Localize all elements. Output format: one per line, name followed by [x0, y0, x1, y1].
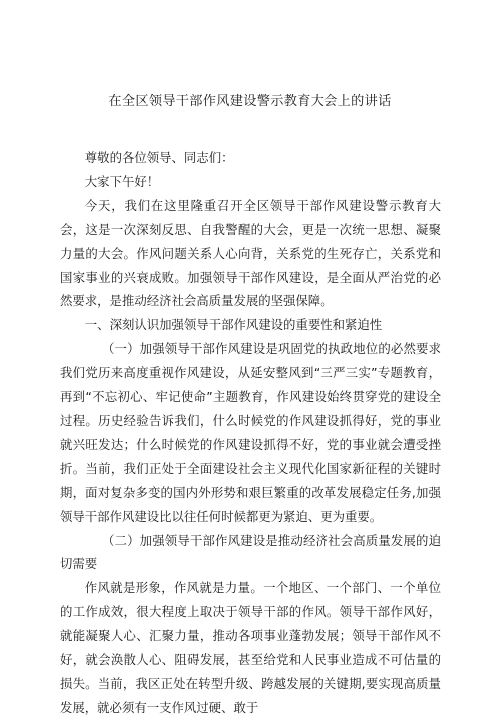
salutation: 尊敬的各位领导、同志们：: [84, 150, 234, 165]
document-body: [60, 146, 441, 720]
subsection-1-paragraph: （一）加强领导干部作风建设是巩固党的执政地位的必然要求我们党历来高度重视作风建设，从延安整风到“三严三实”专题教育，再到“不忘初心、牢记使命”主题教育，作风建设始终贯穿党的建设全过程。历史经验告诉我们，什么时候党的作风建设抓得好，党的事业就兴旺发达；什么时候党的作风建设抓得不好，党的事业就会遭受挫折。当前，我们正处于全面建设社会主义现代化国家新征程的关键时期，面对复杂多变的国内外形势和艰巨繁重的改革发展稳定任务,加强领导干部作风建设比以往任何时候都更为紧迫、更为重要。: [60, 341, 441, 524]
greeting: 大家下午好！: [84, 173, 160, 189]
subsection-2-heading: （二）加强领导干部作风建设是推动经济社会高质量发展的迫切需要: [60, 532, 441, 572]
opening-paragraph: 今天，我们在这里隆重召开全区领导干部作风建设警示教育大会，这是一次深刻反思、自我警醒的大会，更是一次统一思想、凝聚力量的大会。作风问题关系人心向背，关系党的生死存亡，关系党和国家事业的兴衰成败。加强领导干部作风建设，是全面从严治党的必然要求，是推动经济社会高质量发展的坚强保障。: [60, 197, 441, 309]
document-title: 在全区领导干部作风建设警示教育大会上的讲话: [108, 94, 392, 109]
section-heading: 一、深刻认识加强领导干部作风建设的重要性和紧迫性: [84, 317, 383, 333]
subsection-2-paragraph: 作风就是形象，作风就是力量。一个地区、一个部门、一个单位的工作成效，很大程度上取决于领导干部的作风。领导干部作风好，就能凝聚人心、汇聚力量，推动各项事业蓬勃发展；领导干部作风不好，就会涣散人心、阻碍发展，甚至给党和人民事业造成不可估量的损失。当前，我区正处在转型升级、跨越发展的关键期,要实现高质量发展，就必须有一支作风过硬、敢于: [60, 580, 441, 715]
